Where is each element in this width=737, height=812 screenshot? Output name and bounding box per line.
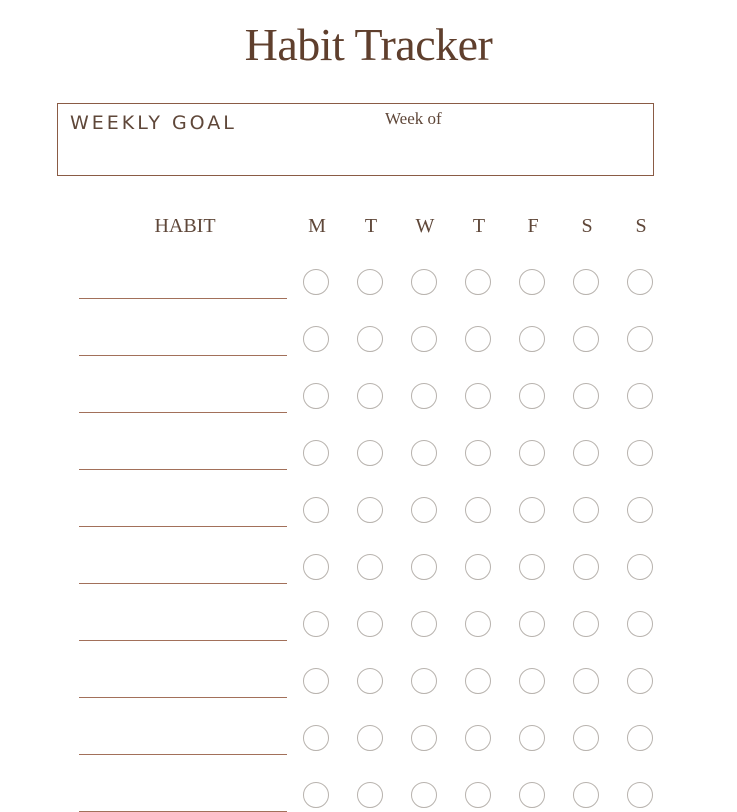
habit-checkbox-circle[interactable]: [465, 668, 491, 694]
habit-entry-line[interactable]: [79, 298, 287, 299]
habit-entry-line[interactable]: [79, 640, 287, 641]
habit-checkbox-circle[interactable]: [303, 782, 329, 808]
habit-checkbox-circle[interactable]: [519, 668, 545, 694]
habit-checkbox-circle[interactable]: [465, 326, 491, 352]
week-of-label: Week of: [385, 109, 442, 128]
habit-checkbox-circle[interactable]: [411, 269, 437, 295]
habit-checkbox-circle[interactable]: [519, 440, 545, 466]
habit-checkbox-circle[interactable]: [357, 497, 383, 523]
habit-checkbox-circle[interactable]: [573, 269, 599, 295]
habit-checkbox-circle[interactable]: [465, 554, 491, 580]
habit-checkbox-circle[interactable]: [303, 269, 329, 295]
habit-checkbox-circle[interactable]: [627, 668, 653, 694]
habit-checkbox-circle[interactable]: [357, 326, 383, 352]
page-title: Habit Tracker: [244, 19, 493, 70]
habit-checkbox-circle[interactable]: [303, 440, 329, 466]
habit-checkbox-circle[interactable]: [357, 782, 383, 808]
day-header-fri: F: [527, 215, 539, 237]
habit-checkbox-circle[interactable]: [573, 725, 599, 751]
day-header-sat: S: [581, 215, 593, 237]
habit-checkbox-circle[interactable]: [303, 554, 329, 580]
habit-checkbox-circle[interactable]: [573, 554, 599, 580]
habit-entry-line[interactable]: [79, 754, 287, 755]
habit-checkbox-circle[interactable]: [303, 611, 329, 637]
habit-checkbox-circle[interactable]: [519, 383, 545, 409]
habit-checkbox-circle[interactable]: [519, 326, 545, 352]
habit-checkbox-circle[interactable]: [411, 668, 437, 694]
day-header-sun: S: [635, 215, 647, 237]
habit-checkbox-circle[interactable]: [303, 383, 329, 409]
habit-checkbox-circle[interactable]: [519, 497, 545, 523]
habit-checkbox-circle[interactable]: [303, 725, 329, 751]
habit-checkbox-circle[interactable]: [573, 668, 599, 694]
habit-checkbox-circle[interactable]: [573, 782, 599, 808]
habit-checkbox-circle[interactable]: [627, 725, 653, 751]
habit-checkbox-circle[interactable]: [411, 497, 437, 523]
habit-checkbox-circle[interactable]: [627, 611, 653, 637]
habit-checkbox-circle[interactable]: [627, 782, 653, 808]
weekly-goal-box[interactable]: [57, 103, 654, 176]
habit-checkbox-circle[interactable]: [465, 497, 491, 523]
habit-entry-line[interactable]: [79, 412, 287, 413]
habit-entry-line[interactable]: [79, 697, 287, 698]
habit-checkbox-circle[interactable]: [573, 440, 599, 466]
habit-checkbox-circle[interactable]: [357, 668, 383, 694]
habit-checkbox-circle[interactable]: [357, 269, 383, 295]
habit-entry-line[interactable]: [79, 469, 287, 470]
habit-checkbox-circle[interactable]: [627, 440, 653, 466]
habit-column-header: HABIT: [154, 215, 216, 237]
habit-checkbox-circle[interactable]: [627, 383, 653, 409]
habit-checkbox-circle[interactable]: [411, 782, 437, 808]
day-header-tue: T: [364, 215, 378, 237]
day-header-thu: T: [472, 215, 486, 237]
habit-entry-line[interactable]: [79, 583, 287, 584]
habit-checkbox-circle[interactable]: [573, 383, 599, 409]
habit-checkbox-circle[interactable]: [303, 668, 329, 694]
habit-checkbox-circle[interactable]: [573, 326, 599, 352]
day-header-mon: M: [308, 215, 326, 237]
habit-checkbox-circle[interactable]: [465, 611, 491, 637]
habit-checkbox-circle[interactable]: [519, 725, 545, 751]
habit-checkbox-circle[interactable]: [465, 269, 491, 295]
habit-checkbox-circle[interactable]: [573, 497, 599, 523]
habit-checkbox-circle[interactable]: [465, 440, 491, 466]
habit-checkbox-circle[interactable]: [411, 383, 437, 409]
habit-checkbox-circle[interactable]: [357, 725, 383, 751]
habit-checkbox-circle[interactable]: [573, 611, 599, 637]
habit-checkbox-circle[interactable]: [303, 497, 329, 523]
habit-checkbox-circle[interactable]: [627, 326, 653, 352]
day-header-wed: W: [415, 215, 435, 237]
habit-checkbox-circle[interactable]: [627, 269, 653, 295]
habit-checkbox-circle[interactable]: [357, 554, 383, 580]
habit-checkbox-circle[interactable]: [519, 782, 545, 808]
habit-checkbox-circle[interactable]: [627, 497, 653, 523]
habit-checkbox-circle[interactable]: [465, 383, 491, 409]
habit-checkbox-circle[interactable]: [411, 554, 437, 580]
habit-checkbox-circle[interactable]: [519, 611, 545, 637]
habit-checkbox-circle[interactable]: [411, 611, 437, 637]
habit-checkbox-circle[interactable]: [411, 326, 437, 352]
habit-checkbox-circle[interactable]: [357, 383, 383, 409]
weekly-goal-label: WEEKLY GOAL: [70, 112, 237, 134]
habit-checkbox-circle[interactable]: [627, 554, 653, 580]
habit-checkbox-circle[interactable]: [357, 611, 383, 637]
habit-checkbox-circle[interactable]: [465, 725, 491, 751]
habit-entry-line[interactable]: [79, 355, 287, 356]
habit-checkbox-circle[interactable]: [519, 554, 545, 580]
habit-entry-line[interactable]: [79, 526, 287, 527]
habit-checkbox-circle[interactable]: [411, 440, 437, 466]
habit-checkbox-circle[interactable]: [411, 725, 437, 751]
habit-checkbox-circle[interactable]: [303, 326, 329, 352]
habit-checkbox-circle[interactable]: [519, 269, 545, 295]
habit-checkbox-circle[interactable]: [465, 782, 491, 808]
habit-checkbox-circle[interactable]: [357, 440, 383, 466]
